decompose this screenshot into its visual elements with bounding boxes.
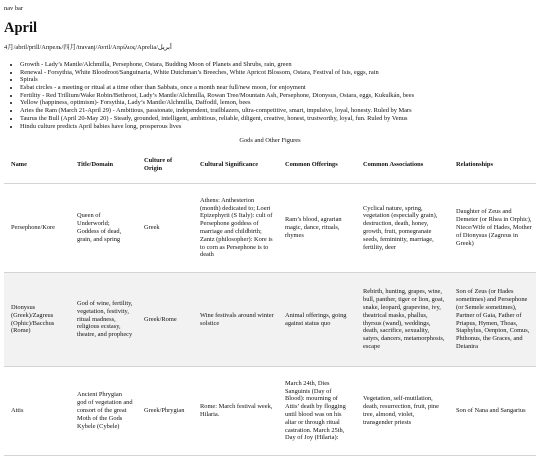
table-cell: Persephone/Kore bbox=[4, 184, 70, 273]
navbar: nav bar bbox=[4, 5, 23, 12]
column-header-associations: Common Associations bbox=[356, 146, 449, 184]
column-header-name: Name bbox=[4, 146, 70, 184]
table-cell: Dionysus (Greek)/Zagreus (Ophic)/Bacchus (Rome) bbox=[4, 273, 70, 367]
column-header-relationships: Relationships bbox=[449, 146, 536, 184]
feature-list bbox=[9, 61, 545, 130]
table-cell: Greek/Rome bbox=[137, 273, 193, 367]
table-cell: Athens: Anthesterion (month) dedicated to; Loeri Epizephyrii (S Italy): cult of Persephone goddess of marriage and childbirth; Zantz (philosopher): Kore is to corn as Persephone is to death bbox=[193, 184, 278, 273]
month-names: 4月/abril/prill/Апрель/四月/travanj/Avril/Απρίλιος/Aprelia/أبريل bbox=[4, 44, 172, 51]
list-item: • Fertility - Red Trillium/Wake Robin/Bethroot, Lady’s Mantle/Alchmilla, Rowan Tree/Mountain Ash, Persephone, Dionysus, Ostara, eggs, Kukulkán, bees bbox=[20, 92, 545, 100]
table-cell: Vegetation, self-mutilation, death, resurrection, fruit, pine tree, almond, violet, transgender priests bbox=[356, 367, 449, 456]
table-header-row bbox=[4, 146, 536, 184]
table-cell: Greek bbox=[137, 184, 193, 273]
table-cell: Rebirth, hunting, grapes, wine, bull, panther, tiger or lion, goat, snake, leopard, grapevine, ivy, theatrical masks, phallus, thyrsus (wand), weddings, death, sacrifice, sexuality, satyrs, dancers, metamorphosis, escape bbox=[356, 273, 449, 367]
table-caption: Gods and Other Figures bbox=[239, 137, 301, 144]
list-item: • Yellow (happiness, optimism)- Forsythia, Lady’s Mantle/Alchmilla, Daffodil, lemon, bees bbox=[20, 99, 545, 107]
table-cell: Cyclical nature, spring, vegetation (especially grain), destruction, death, honey, growth, fruit, pomegranate seeds, femininity, marriage, fertility, deer bbox=[356, 184, 449, 273]
table-cell: Rome: March festival week, Hilaria. bbox=[193, 367, 278, 456]
list-item: • Renewal - Forsythia, White Bloodroot/Sanguinaria, White Dutchman’s Breeches, White Apricot Blossom, Ostara, Festival of Isis, eggs, rain bbox=[20, 69, 545, 77]
list-item: • Spirals bbox=[20, 76, 545, 84]
table-cell: Animal offerings, going against status quo bbox=[278, 273, 356, 367]
column-header-culture: Culture of Origin bbox=[137, 146, 193, 184]
list-item: • Taurus the Bull (April 20-May 20) - Steady, grounded, intelligent, ambitious, reliable, diligent, creative, honest, trustworthy, loyal, fun. Ruled by Venus bbox=[20, 115, 545, 123]
page-title: April bbox=[4, 20, 38, 36]
table-row bbox=[4, 367, 536, 456]
column-header-offerings: Common Offerings bbox=[278, 146, 356, 184]
table-cell: Ram’s blood, agrarian magic, dance, rituals, rhymes bbox=[278, 184, 356, 273]
column-header-significance: Cultural Significance bbox=[193, 146, 278, 184]
table-cell: March 24th, Dies Sanguinis (Day of Blood): mourning of Attis’ death by flogging until blood was on his altar or through ritual castration. March 25th, Day of Joy (Hilaria): bbox=[278, 367, 356, 456]
list-item: • Esbat circles - a meeting or ritual at a time other than Sabbats, once a month near full/new moon, for enjoyment bbox=[20, 84, 545, 92]
table-cell: Son of Nana and Sangarius bbox=[449, 367, 536, 456]
table-cell: Queen of Underworld; Goddess of dead, grain, and spring bbox=[70, 184, 137, 273]
list-item: • Aries the Ram (March 21-April 29) - Ambitious, passionate, independent, trailblazers, ultra-competitive, smart, impulsive, loyal, honesty. Ruled by Mars bbox=[20, 107, 545, 115]
table-cell: Wine festivals around winter solstice bbox=[193, 273, 278, 367]
column-header-title-domain: Title/Domain bbox=[70, 146, 137, 184]
table-cell: Daughter of Zeus and Demeter (or Rhea in Orphic), Niece/Wife of Hades, Mother of Dionysus (Zagreus in Greek) bbox=[449, 184, 536, 273]
list-item: • Hindu culture predicts April babies have long, prosperous lives bbox=[20, 123, 545, 131]
table-cell: Greek/Phrygian bbox=[137, 367, 193, 456]
table-row bbox=[4, 273, 536, 367]
list-item: • Growth - Lady’s Mantle/Alchmilla, Persephone, Ostara, Budding Moon of Planets and Shrubs, rain, green bbox=[20, 61, 545, 69]
table-row bbox=[4, 184, 536, 273]
figures-table bbox=[4, 146, 536, 456]
table-cell: Attis bbox=[4, 367, 70, 456]
table-cell: God of wine, fertility, vegetation, festivity, ritual madness, religious ecstasy, theatre, and prophecy bbox=[70, 273, 137, 367]
table-cell: Son of Zeus (or Hades sometimes) and Persephone (or Semele sometimes), Partner of Gaia, Father of Priapus, Hymen, Thoas, Staphylus, Oenpion, Comus, Phthonus, the Graces, and Deianira bbox=[449, 273, 536, 367]
table-cell: Ancient Phrygian god of vegetation and consort of the great Moth of the Gods Kybele (Cybele) bbox=[70, 367, 137, 456]
